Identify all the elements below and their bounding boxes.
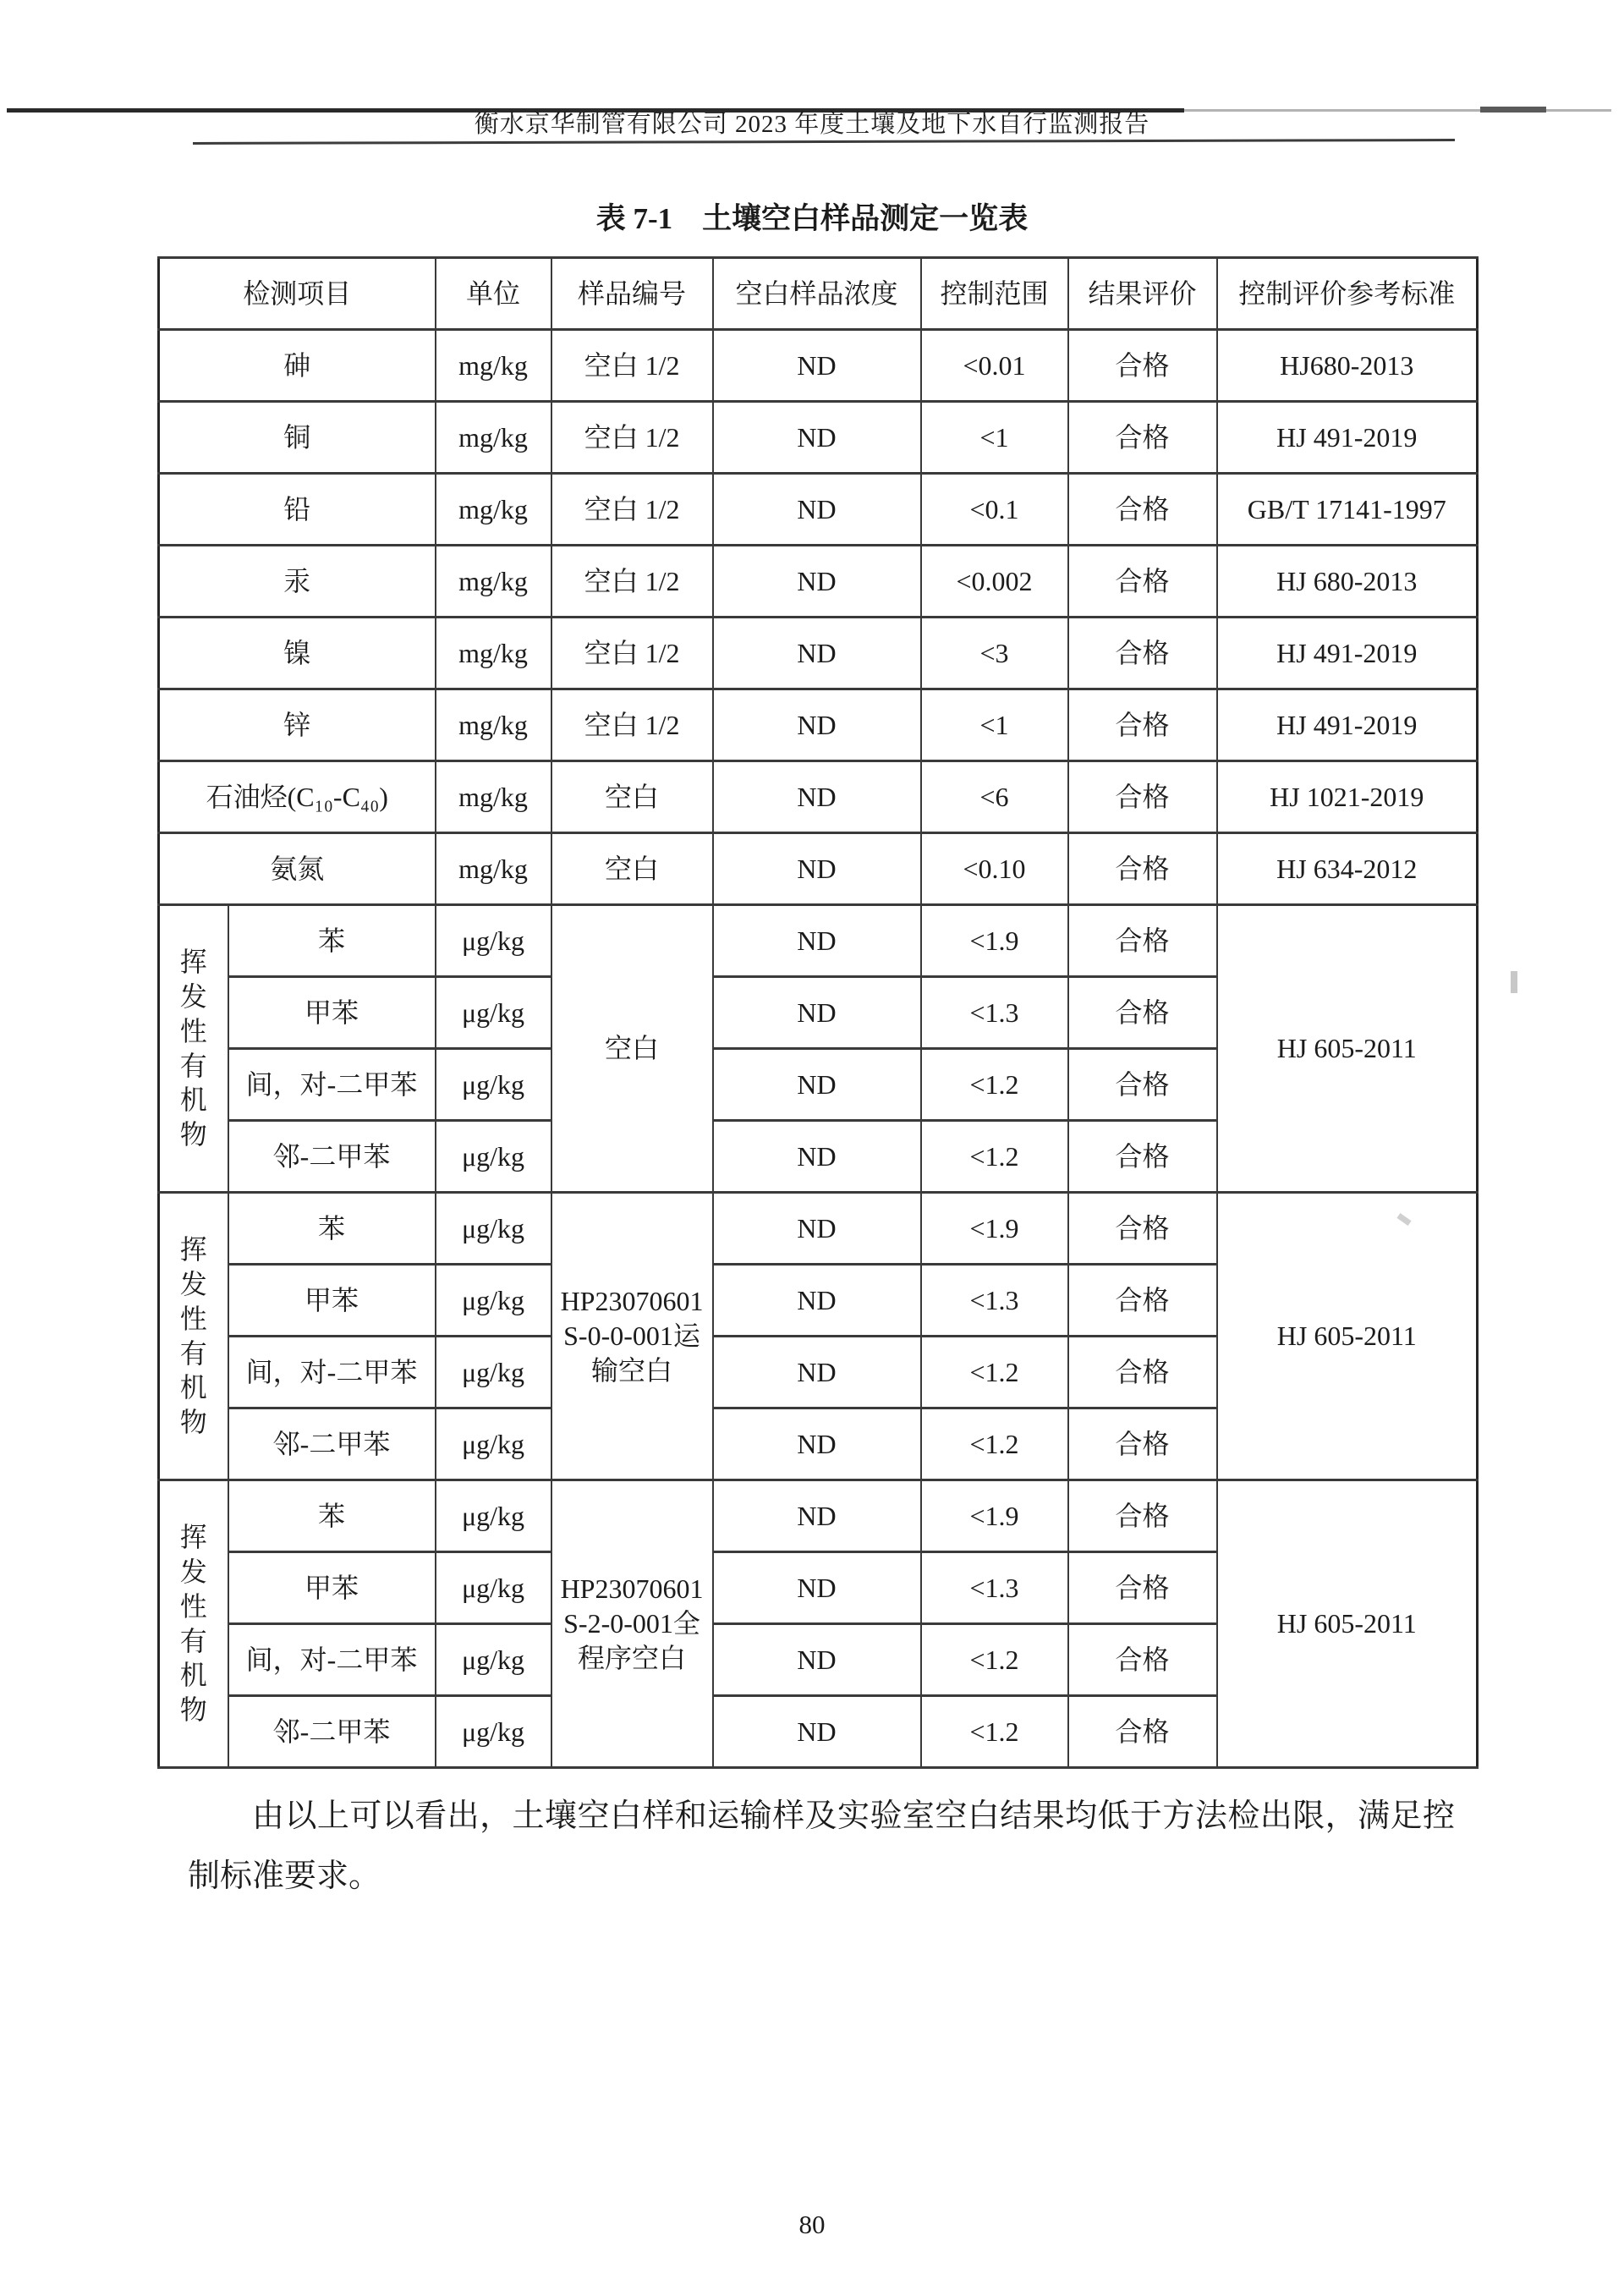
cell-item: 邻-二甲苯 (228, 1408, 436, 1480)
cell-result: 合格 (1068, 1121, 1217, 1193)
cell-concentration: ND (713, 618, 921, 689)
page-number: 80 (798, 2210, 826, 2239)
cell-result: 合格 (1068, 618, 1217, 689)
table-body (159, 330, 1478, 1768)
cell-unit: μg/kg (436, 1480, 551, 1552)
table-row (159, 833, 1478, 905)
cell-concentration: ND (713, 1552, 921, 1624)
cell-item: 苯 (228, 1193, 436, 1265)
table-row (159, 474, 1478, 546)
cell-standard: HJ680-2013 (1217, 330, 1478, 402)
cell-result: 合格 (1068, 761, 1217, 833)
table-row (159, 546, 1478, 618)
cell-standard: HJ 491-2019 (1217, 402, 1478, 474)
cell-result: 合格 (1068, 1193, 1217, 1265)
cell-unit: μg/kg (436, 1696, 551, 1768)
table-row (159, 689, 1478, 761)
col-header-item: 检测项目 (159, 258, 436, 330)
cell-concentration: ND (713, 905, 921, 977)
cell-result: 合格 (1068, 1552, 1217, 1624)
cell-concentration: ND (713, 1265, 921, 1337)
cell-concentration: ND (713, 977, 921, 1049)
cell-item: 砷 (159, 330, 436, 402)
cell-result: 合格 (1068, 689, 1217, 761)
table-header-row (159, 258, 1478, 330)
cell-unit: μg/kg (436, 1193, 551, 1265)
cell-sample-id: 空白 1/2 (551, 689, 713, 761)
cell-control-range: <1.3 (921, 977, 1068, 1049)
cell-control-range: <1.3 (921, 1552, 1068, 1624)
cell-concentration: ND (713, 1337, 921, 1408)
cell-control-range: <1.9 (921, 1193, 1068, 1265)
cell-standard: HJ 491-2019 (1217, 618, 1478, 689)
cell-item: 锌 (159, 689, 436, 761)
cell-standard: HJ 680-2013 (1217, 546, 1478, 618)
cell-unit: mg/kg (436, 330, 551, 402)
col-header-reference-standard: 控制评价参考标准 (1217, 258, 1478, 330)
cell-item: 邻-二甲苯 (228, 1121, 436, 1193)
table-row (159, 905, 1478, 977)
cell-unit: μg/kg (436, 1049, 551, 1121)
cell-control-range: <1.2 (921, 1121, 1068, 1193)
cell-control-range: <0.1 (921, 474, 1068, 546)
cell-sample-id: 空白 1/2 (551, 330, 713, 402)
cell-item: 甲苯 (228, 1552, 436, 1624)
cell-item: 甲苯 (228, 1265, 436, 1337)
cell-result: 合格 (1068, 546, 1217, 618)
cell-concentration: ND (713, 1193, 921, 1265)
cell-concentration: ND (713, 1696, 921, 1768)
table-row (159, 1480, 1478, 1552)
cell-control-range: <6 (921, 761, 1068, 833)
cell-unit: mg/kg (436, 833, 551, 905)
cell-result: 合格 (1068, 905, 1217, 977)
col-header-blank-concentration: 空白样品浓度 (713, 258, 921, 330)
cell-control-range: <1.3 (921, 1265, 1068, 1337)
cell-control-range: <0.01 (921, 330, 1068, 402)
cell-control-range: <1.9 (921, 1480, 1068, 1552)
col-header-result-evaluation: 结果评价 (1068, 258, 1217, 330)
cell-control-range: <1.2 (921, 1624, 1068, 1696)
cell-unit: μg/kg (436, 905, 551, 977)
cell-control-range: <3 (921, 618, 1068, 689)
cell-result: 合格 (1068, 330, 1217, 402)
cell-sample-id: 空白 1/2 (551, 546, 713, 618)
cell-result: 合格 (1068, 1696, 1217, 1768)
cell-control-range: <0.10 (921, 833, 1068, 905)
cell-unit: μg/kg (436, 1337, 551, 1408)
cell-sample-id: HP23070601S-0-0-001运输空白 (551, 1193, 713, 1480)
table-row (159, 402, 1478, 474)
cell-sample-id: 空白 1/2 (551, 474, 713, 546)
cell-item: 苯 (228, 905, 436, 977)
conclusion-paragraph: 由以上可以看出，土壤空白样和运输样及实验室空白结果均低于方法检出限，满足控制标准要求。 (188, 1798, 1455, 1894)
cell-control-range: <1 (921, 689, 1068, 761)
cell-unit: mg/kg (436, 689, 551, 761)
cell-control-range: <1.2 (921, 1337, 1068, 1408)
col-header-unit: 单位 (436, 258, 551, 330)
cell-control-range: <1 (921, 402, 1068, 474)
cell-concentration: ND (713, 833, 921, 905)
cell-item: 镍 (159, 618, 436, 689)
cell-control-range: <1.9 (921, 905, 1068, 977)
cell-item: 汞 (159, 546, 436, 618)
cell-result: 合格 (1068, 977, 1217, 1049)
scan-speck (1511, 971, 1517, 993)
cell-unit: μg/kg (436, 977, 551, 1049)
cell-concentration: ND (713, 689, 921, 761)
cell-concentration: ND (713, 1624, 921, 1696)
blank-sample-table (157, 256, 1479, 1769)
cell-concentration: ND (713, 330, 921, 402)
cell-item: 邻-二甲苯 (228, 1696, 436, 1768)
cell-item: 间，对-二甲苯 (228, 1337, 436, 1408)
voc-category-cell: 挥发性有机物 (159, 1480, 228, 1768)
cell-control-range: <0.002 (921, 546, 1068, 618)
cell-control-range: <1.2 (921, 1696, 1068, 1768)
cell-unit: mg/kg (436, 402, 551, 474)
cell-control-range: <1.2 (921, 1408, 1068, 1480)
cell-item: 苯 (228, 1480, 436, 1552)
cell-result: 合格 (1068, 1480, 1217, 1552)
col-header-control-range: 控制范围 (921, 258, 1068, 330)
cell-standard: HJ 605-2011 (1217, 1193, 1478, 1480)
cell-sample-id: 空白 (551, 905, 713, 1193)
cell-item: 铅 (159, 474, 436, 546)
cell-standard: HJ 605-2011 (1217, 905, 1478, 1193)
cell-result: 合格 (1068, 1049, 1217, 1121)
cell-result: 合格 (1068, 474, 1217, 546)
table-row (159, 1193, 1478, 1265)
cell-result: 合格 (1068, 1265, 1217, 1337)
cell-concentration: ND (713, 1480, 921, 1552)
cell-result: 合格 (1068, 402, 1217, 474)
cell-concentration: ND (713, 1121, 921, 1193)
cell-result: 合格 (1068, 833, 1217, 905)
cell-sample-id: HP23070601S-2-0-001全程序空白 (551, 1480, 713, 1768)
cell-unit: mg/kg (436, 761, 551, 833)
cell-concentration: ND (713, 402, 921, 474)
cell-unit: μg/kg (436, 1624, 551, 1696)
cell-unit: μg/kg (436, 1121, 551, 1193)
cell-concentration: ND (713, 1408, 921, 1480)
cell-unit: mg/kg (436, 474, 551, 546)
cell-concentration: ND (713, 474, 921, 546)
col-header-sample-id: 样品编号 (551, 258, 713, 330)
cell-standard: GB/T 17141-1997 (1217, 474, 1478, 546)
cell-item: 甲苯 (228, 977, 436, 1049)
voc-category-cell: 挥发性有机物 (159, 1193, 228, 1480)
cell-sample-id: 空白 1/2 (551, 402, 713, 474)
table-title: 表 7-1 土壤空白样品测定一览表 (595, 202, 1029, 235)
cell-unit: μg/kg (436, 1552, 551, 1624)
cell-concentration: ND (713, 546, 921, 618)
cell-unit: mg/kg (436, 618, 551, 689)
cell-standard: HJ 491-2019 (1217, 689, 1478, 761)
cell-item: 间，对-二甲苯 (228, 1624, 436, 1696)
cell-unit: μg/kg (436, 1265, 551, 1337)
page-header: 衡水京华制管有限公司 2023 年度土壤及地下水自行监测报告 (474, 111, 1150, 138)
voc-category-cell: 挥发性有机物 (159, 905, 228, 1193)
cell-concentration: ND (713, 761, 921, 833)
cell-control-range: <1.2 (921, 1049, 1068, 1121)
table-row (159, 330, 1478, 402)
cell-concentration: ND (713, 1049, 921, 1121)
cell-standard: HJ 1021-2019 (1217, 761, 1478, 833)
cell-unit: mg/kg (436, 546, 551, 618)
cell-result: 合格 (1068, 1337, 1217, 1408)
cell-item: 铜 (159, 402, 436, 474)
cell-standard: HJ 634-2012 (1217, 833, 1478, 905)
cell-item: 氨氮 (159, 833, 436, 905)
cell-sample-id: 空白 (551, 833, 713, 905)
cell-result: 合格 (1068, 1624, 1217, 1696)
table-row (159, 761, 1478, 833)
cell-sample-id: 空白 1/2 (551, 618, 713, 689)
cell-item: 石油烃(C₁₀-C₄₀) (159, 761, 436, 833)
cell-standard: HJ 605-2011 (1217, 1480, 1478, 1768)
table-row (159, 618, 1478, 689)
cell-sample-id: 空白 (551, 761, 713, 833)
cell-result: 合格 (1068, 1408, 1217, 1480)
header-rule-bottom (193, 139, 1455, 145)
cell-item: 间，对-二甲苯 (228, 1049, 436, 1121)
cell-unit: μg/kg (436, 1408, 551, 1480)
